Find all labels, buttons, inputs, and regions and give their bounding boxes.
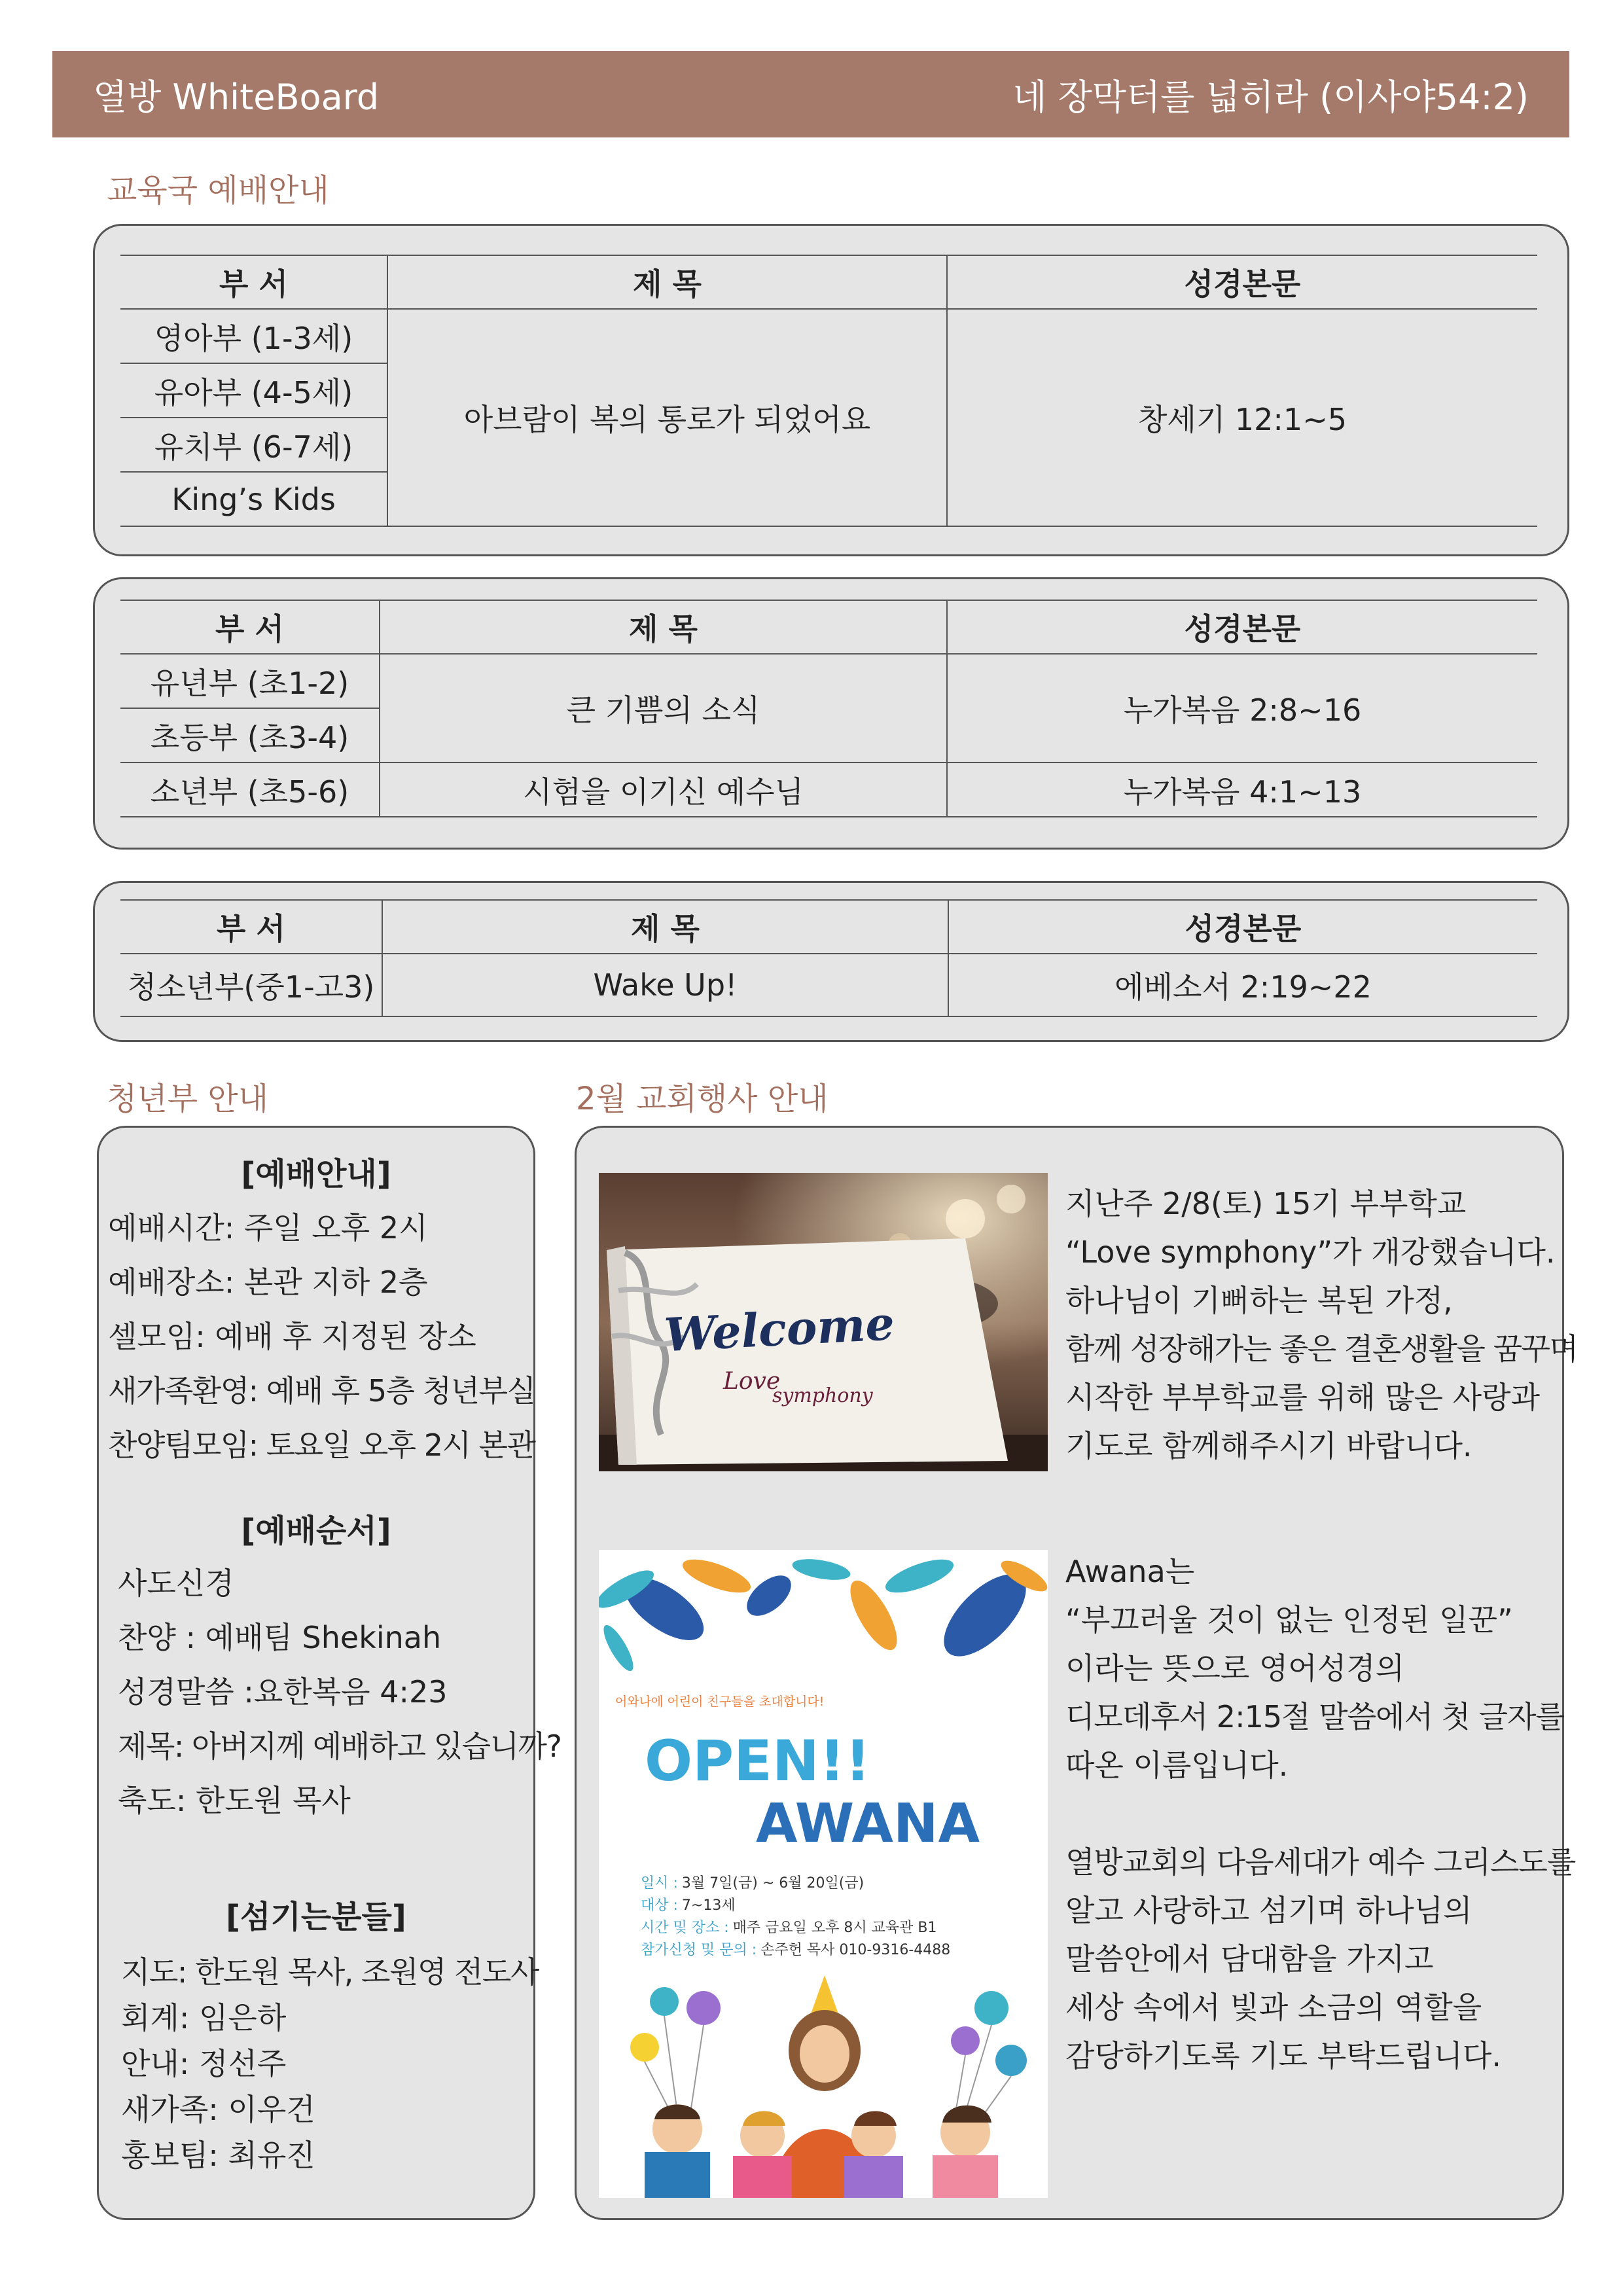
subject-cell: 아브람이 복의 통로가 되었어요 — [387, 309, 947, 526]
education-section-title: 교육국 예배안내 — [107, 172, 329, 209]
department-cell: 유아부 (4-5세) — [120, 363, 387, 418]
education-table-2 — [120, 600, 1537, 817]
poster-awana-text: AWANA — [756, 1793, 980, 1855]
worship-order-heading: [예배순서] — [241, 1513, 391, 1549]
education-table-3 — [120, 899, 1537, 1017]
list-item: 홍보팀: 최유진 — [121, 2138, 315, 2173]
text-line: 시작한 부부학교를 위해 많은 사랑과 — [1065, 1380, 1541, 1415]
servers-heading: [섬기는분들] — [226, 1899, 406, 1935]
poster-value: 7~13세 — [681, 1897, 736, 1914]
text-line: 지난주 2/8(토) 15기 부부학교 — [1065, 1186, 1467, 1221]
poster-label: 대상 : — [641, 1897, 678, 1914]
poster-value: 3월 7일(금) ~ 6월 20일(금) — [681, 1875, 865, 1892]
column-header-scripture: 성경본문 — [947, 255, 1537, 309]
subject-cell: 시험을 이기신 예수님 — [380, 762, 947, 817]
worship-order-list — [118, 1556, 561, 1828]
education-table-1 — [120, 255, 1537, 527]
text-line: “부끄러울 것이 없는 인정된 일꾼” — [1065, 1602, 1513, 1638]
svg-text:대상 :7~13세 — [641, 1897, 736, 1914]
symphony-text: symphony — [772, 1384, 873, 1407]
welcome-sign-photo — [599, 1173, 1048, 1471]
awana-poster — [599, 1550, 1048, 2198]
header-title: 열방 WhiteBoard — [93, 76, 380, 118]
list-item: 새가족: 이우건 — [121, 2092, 315, 2127]
worship-info-heading: [예배안내] — [241, 1156, 391, 1193]
list-item: 찬양 : 예배팀 Shekinah — [118, 1620, 442, 1655]
column-header-subject: 제 목 — [387, 255, 947, 309]
poster-label: 시간 및 장소 : — [641, 1920, 729, 1936]
list-item: 축도: 한도원 목사 — [118, 1783, 351, 1818]
text-line: 따온 이름입니다. — [1065, 1748, 1289, 1783]
column-header-subject: 제 목 — [382, 900, 948, 954]
scripture-cell: 누가복음 4:1~13 — [947, 762, 1537, 817]
column-header-scripture: 성경본문 — [947, 600, 1537, 654]
text-line: 이라는 뜻으로 영어성경의 — [1065, 1651, 1405, 1686]
leaf-decoration — [599, 1552, 1048, 1674]
welcome-sign-illustration — [599, 1173, 1048, 1471]
text-line: 디모데후서 2:15절 말씀에서 첫 글자를 — [1065, 1699, 1564, 1734]
poster-invite-text: 어와나에 어린이 친구들을 초대합니다! — [615, 1695, 825, 1709]
events-section-title: 2월 교회행사 안내 — [576, 1081, 829, 1117]
text-line: 기도로 함께해주시기 바랍니다. — [1065, 1428, 1472, 1463]
love-text: Love — [723, 1368, 781, 1395]
poster-value: 매주 금요일 오후 8시 교육관 B1 — [732, 1920, 937, 1936]
text-line: 함께 성장해가는 좋은 결혼생활을 꿈꾸며 — [1065, 1331, 1578, 1367]
event2-description — [1065, 1547, 1575, 2080]
awana-poster-illustration — [599, 1550, 1048, 2198]
list-item: 안내: 정선주 — [121, 2046, 287, 2081]
text-line: 말씀안에서 담대함을 가지고 — [1065, 1941, 1434, 1977]
list-item: 찬양팀모임: 토요일 오후 2시 본관 — [108, 1427, 535, 1463]
subject-cell: Wake Up! — [382, 954, 948, 1016]
scripture-cell: 누가복음 2:8~16 — [947, 654, 1537, 762]
youth-section-title: 청년부 안내 — [107, 1081, 269, 1117]
column-header-department: 부 서 — [120, 900, 382, 954]
page-header — [52, 51, 1569, 137]
department-cell: King’s Kids — [120, 472, 387, 526]
column-header-department: 부 서 — [120, 255, 387, 309]
list-item: 제목: 아버지께 예배하고 있습니까? — [118, 1729, 562, 1764]
list-item: 지도: 한도원 목사, 조원영 전도사 — [121, 1954, 539, 1990]
header-verse: 네 장막터를 넓히라 (이사야54:2) — [1012, 76, 1529, 118]
department-cell: 청소년부(중1-고3) — [120, 954, 382, 1016]
department-cell: 유치부 (6-7세) — [120, 418, 387, 472]
text-line: Awana는 — [1065, 1554, 1195, 1589]
column-header-department: 부 서 — [120, 600, 380, 654]
list-item: 셀모임: 예배 후 지정된 장소 — [108, 1319, 476, 1354]
event1-description — [1065, 1179, 1577, 1470]
poster-value: 손주헌 목사 010-9316-4488 — [760, 1942, 951, 1958]
list-item: 사도신경 — [118, 1566, 234, 1601]
svg-text:시간 및 장소 :매주 금요일 오후 8시 교육관 B1 — [641, 1920, 936, 1936]
list-item: 성경말씀 :요한복음 4:23 — [118, 1674, 448, 1710]
text-line: 감당하기도록 기도 부탁드립니다. — [1065, 2038, 1501, 2073]
scripture-cell: 창세기 12:1~5 — [947, 309, 1537, 526]
scripture-cell: 에베소서 2:19~22 — [948, 954, 1537, 1016]
poster-label: 참가신청 및 문의 : — [641, 1942, 757, 1958]
column-header-scripture: 성경본문 — [948, 900, 1537, 954]
poster-label: 일시 : — [641, 1875, 678, 1892]
list-item: 새가족환영: 예배 후 5층 청년부실 — [108, 1373, 535, 1408]
department-cell: 유년부 (초1-2) — [120, 654, 380, 708]
poster-open-text: OPEN!! — [645, 1729, 871, 1794]
text-line — [1065, 1789, 1575, 1838]
column-header-subject: 제 목 — [380, 600, 947, 654]
text-line: “Love symphony”가 개강했습니다. — [1065, 1234, 1556, 1270]
list-item: 예배장소: 본관 지하 2층 — [108, 1265, 428, 1300]
subject-cell: 큰 기쁨의 소식 — [380, 654, 947, 762]
text-line: 하나님이 기뻐하는 복된 가정, — [1065, 1283, 1453, 1318]
department-cell: 소년부 (초5-6) — [120, 762, 380, 817]
worship-info-list — [108, 1201, 535, 1473]
welcome-text: Welcome — [662, 1296, 896, 1363]
svg-text:일시 :3월 7일(금) ~ 6월 20일(금) — [641, 1875, 864, 1892]
text-line: 열방교회의 다음세대가 예수 그리스도를 — [1065, 1844, 1576, 1880]
svg-text:참가신청 및 문의 :손주헌 목사 010-9316-448 — [641, 1942, 950, 1958]
servers-list — [121, 1949, 539, 2178]
text-line: 알고 사랑하고 섬기며 하나님의 — [1065, 1893, 1472, 1928]
text-line: 세상 속에서 빛과 소금의 역할을 — [1065, 1990, 1482, 2025]
list-item: 회계: 임은하 — [121, 2000, 287, 2036]
list-item: 예배시간: 주일 오후 2시 — [108, 1210, 428, 1246]
department-cell: 초등부 (초3-4) — [120, 708, 380, 762]
department-cell: 영아부 (1-3세) — [120, 309, 387, 363]
